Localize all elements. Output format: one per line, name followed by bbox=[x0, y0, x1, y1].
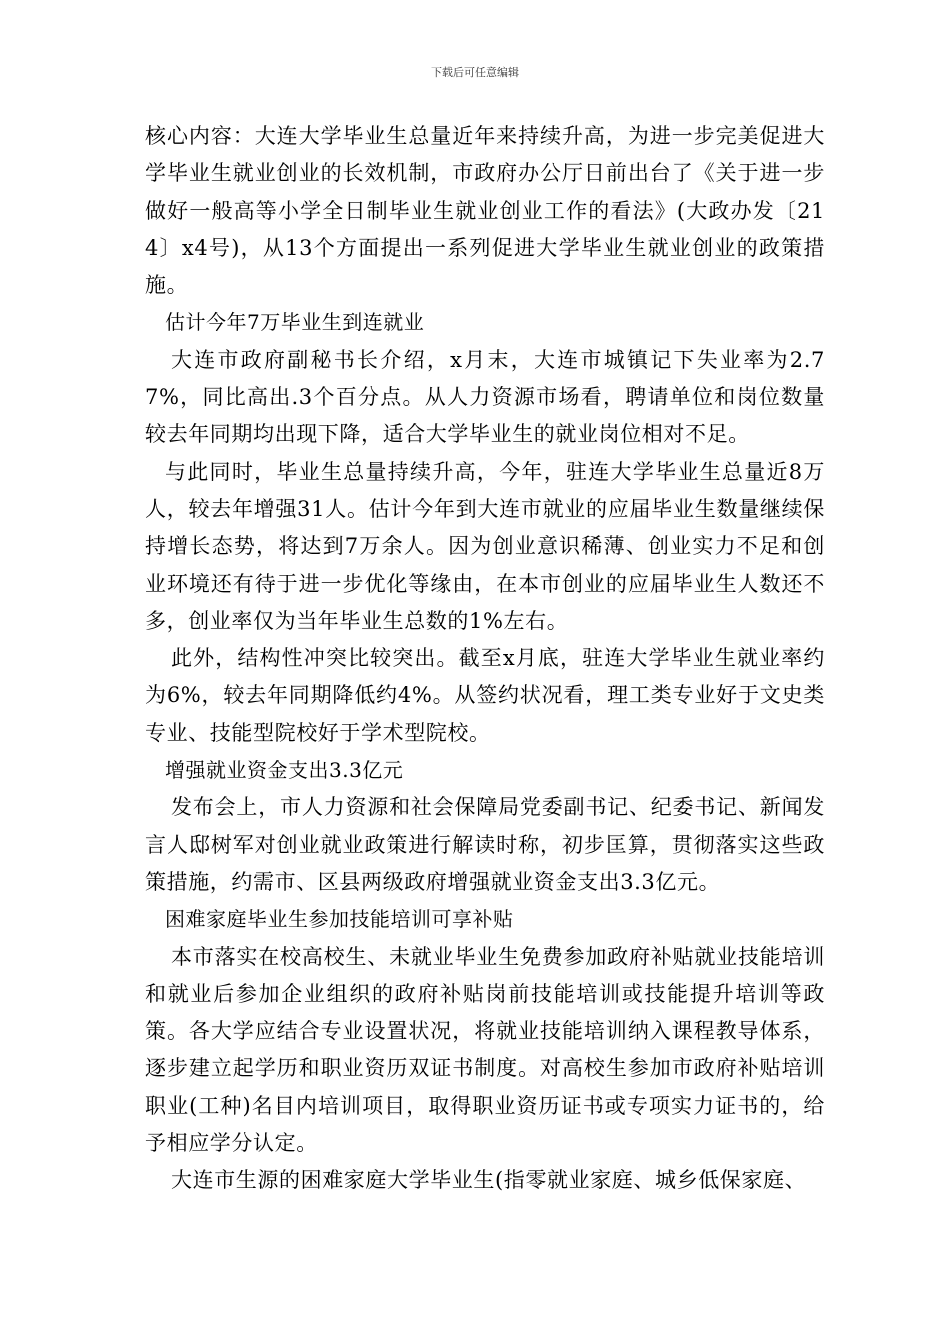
section-heading-estimate: 估计今年7万毕业生到连就业 bbox=[165, 310, 425, 335]
paragraph-structural-conflict: 此外，结构性冲突比较突出。截至x月底，驻连大学毕业生就业率约为6%，较去年同期降低约4%。从签约状况看，理工类专业好于文史类专业、技能型院校好于学术型院校。 bbox=[145, 646, 825, 745]
paragraph-skill-training: 本市落实在校高校生、未就业毕业生免费参加政府补贴就业技能培训和就业后参加企业组织的政府补贴岗前技能培训或技能提升培训等政策。各大学应结合专业设置状况，将就业技能培训纳入课程教导体系，逐步建立起学历和职业资历双证书制度。对高校生参加市政府补贴培训职业(工种)名目内培训项目，取得职业资历证书或专项实力证书的，给予相应学分认定。 bbox=[145, 944, 825, 1156]
paragraph-press-conference: 发布会上，市人力资源和社会保障局党委副书记、纪委书记、新闻发言人邸树军对创业就业政策进行解读时称，初步匡算，贯彻落实这些政策措施，约需市、区县两级政府增强就业资金支出3.3亿元。 bbox=[145, 795, 825, 894]
section-heading-funding: 增强就业资金支出3.3亿元 bbox=[165, 758, 404, 783]
paragraph-graduate-total: 与此同时，毕业生总量持续升高，今年，驻连大学毕业生总量近8万人，较去年增强31人。估计今年到大连市就业的应届毕业生数量继续保持增长态势，将达到7万余人。因为创业意识稀薄、创业实力不足和创业环境还有待于进一步优化等缘由，在本市创业的应届毕业生人数还不多，创业率仅为当年毕业生总数的1%左右。 bbox=[145, 459, 825, 633]
paragraph-core-content: 核心内容：大连大学毕业生总量近年来持续升高，为进一步完美促进大学毕业生就业创业的长效机制，市政府办公厅日前出台了《关于进一步做好一般高等小学全日制毕业生就业创业工作的看法》(大政办发〔214〕x4号)，从13个方面提出一系列促进大学毕业生就业创业的政策措施。 bbox=[145, 124, 825, 298]
paragraph-difficult-families: 大连市生源的困难家庭大学毕业生(指零就业家庭、城乡低保家庭、 bbox=[171, 1168, 807, 1193]
document-body bbox=[145, 118, 825, 1200]
paragraph-unemployment: 大连市政府副秘书长介绍，x月末，大连市城镇记下失业率为2.77%，同比高出.3个百分点。从人力资源市场看，聘请单位和岗位数量较去年同期均出现下降，适合大学毕业生的就业岗位相对不足。 bbox=[145, 347, 825, 447]
section-heading-training-subsidy: 困难家庭毕业生参加技能培训可享补贴 bbox=[165, 907, 514, 932]
page-header: 下载后可任意编辑 bbox=[431, 66, 519, 79]
